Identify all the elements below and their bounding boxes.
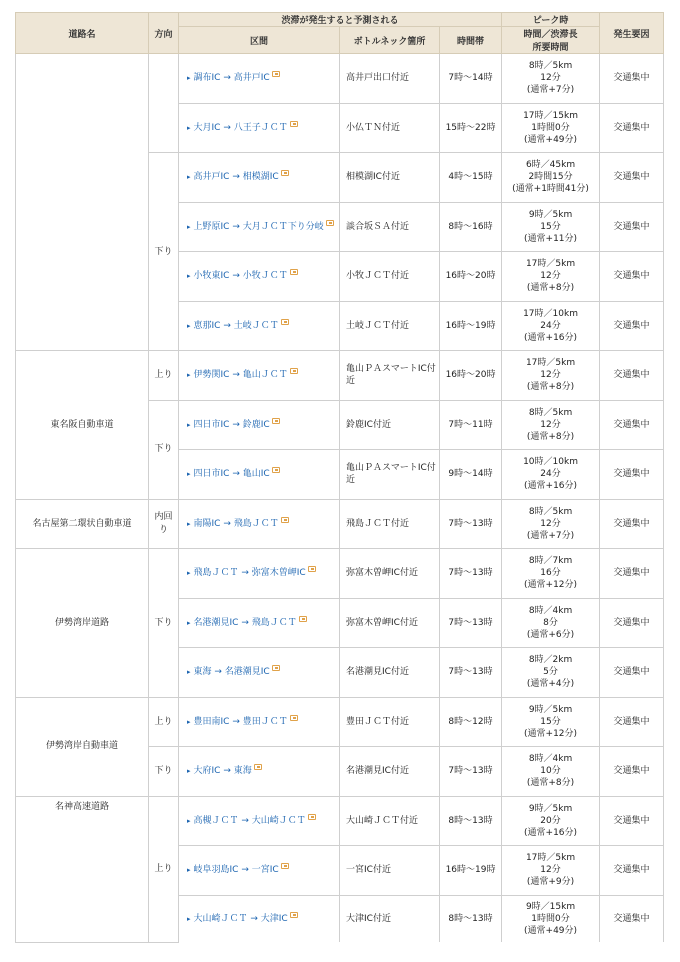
peak-line: (通常+11分) xyxy=(524,233,578,244)
cause-cell: 交通集中 xyxy=(600,598,664,648)
peak-line: 24分 xyxy=(540,320,561,331)
section-link[interactable]: 四日市IC → 亀山IC xyxy=(193,469,270,480)
section-link[interactable]: 大府IC → 東海 xyxy=(193,766,252,777)
peak-line: 10時／10km xyxy=(523,457,578,468)
peak-line: 8時／4km xyxy=(528,605,573,616)
external-window-icon[interactable] xyxy=(272,665,280,671)
time-band-cell: 7時～13時 xyxy=(440,598,502,648)
cause-cell: 交通集中 xyxy=(600,400,664,450)
peak-cell xyxy=(502,351,600,401)
peak-line: (通常+8分) xyxy=(526,431,575,442)
external-window-icon[interactable] xyxy=(308,814,316,820)
section-link[interactable]: 小牧東IC → 小牧ＪＣＴ xyxy=(193,271,288,282)
external-window-icon[interactable] xyxy=(272,418,280,424)
section-cell xyxy=(179,747,340,797)
section-cell xyxy=(179,202,340,252)
peak-line: 8時／5km xyxy=(528,407,573,418)
peak-line: 17時／5km xyxy=(525,358,576,369)
time-band-cell: 7時～11時 xyxy=(440,400,502,450)
bullet-arrow-icon: ▸ xyxy=(187,866,191,875)
peak-line: 5分 xyxy=(543,667,558,678)
time-band-cell: 8時～13時 xyxy=(440,796,502,846)
bottleneck-cell: 名港潮見IC付近 xyxy=(340,747,440,797)
time-band-cell: 9時～14時 xyxy=(440,450,502,500)
bullet-arrow-icon: ▸ xyxy=(187,618,191,627)
direction-cell: 下り xyxy=(149,153,179,351)
section-cell xyxy=(179,598,340,648)
bottleneck-cell: 一宮IC付近 xyxy=(340,846,440,896)
cause-cell: 交通集中 xyxy=(600,846,664,896)
time-band-cell: 7時～13時 xyxy=(440,549,502,599)
section-cell xyxy=(179,450,340,500)
peak-line: 8時／5km xyxy=(528,61,573,72)
external-window-icon[interactable] xyxy=(290,121,298,127)
bottleneck-cell: 大山崎ＪＣＴ付近 xyxy=(340,796,440,846)
cause-cell: 交通集中 xyxy=(600,351,664,401)
time-band-cell: 16時～20時 xyxy=(440,252,502,302)
congestion-forecast-table xyxy=(15,12,664,943)
bottleneck-cell: 飛島ＪＣＴ付近 xyxy=(340,499,440,549)
peak-line: 8時／4km xyxy=(528,754,573,765)
bottleneck-cell: 弥富木曽岬IC付近 xyxy=(340,598,440,648)
bullet-arrow-icon: ▸ xyxy=(187,914,191,923)
cause-cell: 交通集中 xyxy=(600,895,664,942)
peak-line: 12分 xyxy=(540,370,561,381)
external-window-icon[interactable] xyxy=(272,467,280,473)
bottleneck-cell: 小仏ＴＮ付近 xyxy=(340,103,440,153)
peak-cell xyxy=(502,153,600,203)
header-cause: 発生要因 xyxy=(600,13,664,54)
external-window-icon[interactable] xyxy=(281,170,289,176)
time-band-cell: 7時～13時 xyxy=(440,648,502,698)
peak-line: 10分 xyxy=(540,766,561,777)
peak-line: 8時／5km xyxy=(528,506,573,517)
section-cell xyxy=(179,351,340,401)
road-name-cell: 東名阪自動車道 xyxy=(16,351,149,500)
external-window-icon[interactable] xyxy=(326,220,334,226)
cause-cell: 交通集中 xyxy=(600,697,664,747)
peak-line: 17時／10km xyxy=(523,308,578,319)
bullet-arrow-icon: ▸ xyxy=(187,173,191,182)
peak-line: 9時／15km xyxy=(525,901,576,912)
peak-line: 6時／45km xyxy=(525,160,576,171)
peak-cell xyxy=(502,747,600,797)
road-name-cell xyxy=(16,54,149,351)
bottleneck-cell: 小牧ＪＣＴ付近 xyxy=(340,252,440,302)
peak-cell xyxy=(502,301,600,351)
section-cell xyxy=(179,549,340,599)
bottleneck-cell: 亀山ＰＡスマートIC付近 xyxy=(340,351,440,401)
section-link[interactable]: 岐阜羽島IC → 一宮IC xyxy=(193,865,279,876)
external-window-icon[interactable] xyxy=(290,269,298,275)
cause-cell: 交通集中 xyxy=(600,499,664,549)
header-bottleneck: ボトルネック箇所 xyxy=(340,27,440,54)
external-window-icon[interactable] xyxy=(254,764,262,770)
peak-cell xyxy=(502,54,600,104)
bullet-arrow-icon: ▸ xyxy=(187,470,191,479)
cause-cell: 交通集中 xyxy=(600,202,664,252)
section-link[interactable]: 伊勢関IC → 亀山ＪＣＴ xyxy=(193,370,288,381)
peak-line: 15分 xyxy=(540,716,561,727)
time-band-cell: 8時～12時 xyxy=(440,697,502,747)
bottleneck-cell: 高井戸出口付近 xyxy=(340,54,440,104)
section-link[interactable]: 恵那IC → 土岐ＪＣＴ xyxy=(193,320,279,331)
congestion-forecast-table-wrapper xyxy=(15,12,663,943)
peak-line: (通常+4分) xyxy=(526,679,575,690)
peak-cell xyxy=(502,103,600,153)
peak-cell xyxy=(502,598,600,648)
cause-cell: 交通集中 xyxy=(600,252,664,302)
direction-cell: 上り xyxy=(149,796,179,942)
external-window-icon[interactable] xyxy=(281,319,289,325)
cause-cell: 交通集中 xyxy=(600,153,664,203)
peak-cell xyxy=(502,697,600,747)
peak-line: (通常+8分) xyxy=(526,778,575,789)
header-road: 道路名 xyxy=(16,13,149,54)
external-window-icon[interactable] xyxy=(281,863,289,869)
peak-line: 9時／5km xyxy=(528,704,573,715)
section-cell xyxy=(179,499,340,549)
cause-cell: 交通集中 xyxy=(600,301,664,351)
time-band-cell: 8時～16時 xyxy=(440,202,502,252)
bullet-arrow-icon: ▸ xyxy=(187,371,191,380)
peak-line: 15分 xyxy=(540,221,561,232)
bottleneck-cell: 名港潮見IC付近 xyxy=(340,648,440,698)
peak-line: (通常+16分) xyxy=(524,332,578,343)
section-link[interactable]: 東海 → 名港潮見IC xyxy=(193,667,270,678)
bottleneck-cell: 談合坂ＳＡ付近 xyxy=(340,202,440,252)
peak-line: (通常+7分) xyxy=(526,530,575,541)
peak-line: (通常+16分) xyxy=(524,827,578,838)
section-cell xyxy=(179,796,340,846)
section-cell xyxy=(179,400,340,450)
external-window-icon[interactable] xyxy=(299,616,307,622)
time-band-cell: 4時～15時 xyxy=(440,153,502,203)
peak-line: (通常+12分) xyxy=(524,728,578,739)
section-cell xyxy=(179,252,340,302)
table-row xyxy=(16,54,664,104)
time-band-cell: 7時～14時 xyxy=(440,54,502,104)
peak-line: (通常+8分) xyxy=(526,283,575,294)
bullet-arrow-icon: ▸ xyxy=(187,569,191,578)
bullet-arrow-icon: ▸ xyxy=(187,767,191,776)
road-name-cell: 伊勢湾岸自動車道 xyxy=(16,697,149,796)
cause-cell: 交通集中 xyxy=(600,549,664,599)
peak-line: 12分 xyxy=(540,419,561,430)
external-window-icon[interactable] xyxy=(290,912,298,918)
bottleneck-cell: 亀山ＰＡスマートIC付近 xyxy=(340,450,440,500)
peak-cell xyxy=(502,549,600,599)
section-cell xyxy=(179,697,340,747)
bullet-arrow-icon: ▸ xyxy=(187,321,191,330)
peak-line: (通常+12分) xyxy=(524,580,578,591)
peak-cell xyxy=(502,450,600,500)
section-cell xyxy=(179,846,340,896)
direction-cell: 下り xyxy=(149,747,179,797)
bullet-arrow-icon: ▸ xyxy=(187,123,191,132)
bottleneck-cell: 相模湖IC付近 xyxy=(340,153,440,203)
direction-cell: 上り xyxy=(149,697,179,747)
peak-cell xyxy=(502,400,600,450)
table-row xyxy=(16,697,664,747)
table-body xyxy=(16,54,664,943)
bottleneck-cell: 弥富木曽岬IC付近 xyxy=(340,549,440,599)
peak-cell xyxy=(502,895,600,942)
peak-line: (通常+6分) xyxy=(526,629,575,640)
peak-cell xyxy=(502,846,600,896)
cause-cell: 交通集中 xyxy=(600,54,664,104)
cause-cell: 交通集中 xyxy=(600,747,664,797)
road-name-cell: 伊勢湾岸道路 xyxy=(16,549,149,698)
cause-cell: 交通集中 xyxy=(600,648,664,698)
section-cell xyxy=(179,103,340,153)
cause-cell: 交通集中 xyxy=(600,103,664,153)
peak-line: 2時間15分 xyxy=(528,172,573,183)
bottleneck-cell: 豊田ＪＣＴ付近 xyxy=(340,697,440,747)
bullet-arrow-icon: ▸ xyxy=(187,668,191,677)
bullet-arrow-icon: ▸ xyxy=(187,519,191,528)
peak-line: 1時間0分 xyxy=(531,913,570,924)
peak-line: 1時間0分 xyxy=(531,122,570,133)
peak-cell xyxy=(502,499,600,549)
table-row xyxy=(16,499,664,549)
section-link[interactable]: 四日市IC → 鈴鹿IC xyxy=(193,419,270,430)
peak-line: 12分 xyxy=(540,865,561,876)
section-link[interactable]: 高井戸IC → 相模湖IC xyxy=(193,172,279,183)
peak-line: 17時／15km xyxy=(523,110,578,121)
external-window-icon[interactable] xyxy=(281,517,289,523)
peak-line: 12分 xyxy=(540,271,561,282)
road-name-cell: 名神高速道路 xyxy=(16,796,149,942)
direction-cell xyxy=(149,54,179,153)
section-link[interactable]: 高槻ＪＣＴ → 大山崎ＪＣＴ xyxy=(193,815,306,826)
peak-line: 12分 xyxy=(540,518,561,529)
peak-line: 8分 xyxy=(543,617,558,628)
peak-cell xyxy=(502,796,600,846)
section-cell xyxy=(179,648,340,698)
road-name-cell: 名古屋第二環状自動車道 xyxy=(16,499,149,549)
direction-cell: 下り xyxy=(149,400,179,499)
section-link[interactable]: 南陽IC → 飛島ＪＣＴ xyxy=(193,518,279,529)
peak-line: 17時／5km xyxy=(525,853,576,864)
header-time-band: 時間帯 xyxy=(440,27,502,54)
section-cell xyxy=(179,895,340,942)
peak-line: (通常+8分) xyxy=(526,382,575,393)
external-window-icon[interactable] xyxy=(308,566,316,572)
bullet-arrow-icon: ▸ xyxy=(187,272,191,281)
bullet-arrow-icon: ▸ xyxy=(187,717,191,726)
section-cell xyxy=(179,301,340,351)
header-peak-detail: 時間／渋滞長 所要時間 xyxy=(502,27,600,54)
peak-cell xyxy=(502,202,600,252)
section-link[interactable]: 上野原IC → 大月ＪＣＴ下り分岐 xyxy=(193,221,324,232)
time-band-cell: 8時～13時 xyxy=(440,895,502,942)
external-window-icon[interactable] xyxy=(290,368,298,374)
peak-line: 9時／5km xyxy=(528,803,573,814)
peak-line: 17時／5km xyxy=(525,259,576,270)
bottleneck-cell: 土岐ＪＣＴ付近 xyxy=(340,301,440,351)
header-direction: 方向 xyxy=(149,13,179,54)
bullet-arrow-icon: ▸ xyxy=(187,74,191,83)
cause-cell: 交通集中 xyxy=(600,450,664,500)
peak-cell xyxy=(502,648,600,698)
peak-line: 20分 xyxy=(540,815,561,826)
peak-line: 9時／5km xyxy=(528,209,573,220)
section-link[interactable]: 大山崎ＪＣＴ → 大津IC xyxy=(193,913,288,924)
bottleneck-cell: 鈴鹿IC付近 xyxy=(340,400,440,450)
header-forecast-group: 渋滞が発生すると予測される xyxy=(179,13,502,27)
direction-cell: 内回り xyxy=(149,499,179,549)
time-band-cell: 16時～19時 xyxy=(440,301,502,351)
peak-line: (通常+9分) xyxy=(526,877,575,888)
peak-line: (通常+16分) xyxy=(524,481,578,492)
table-row xyxy=(16,549,664,599)
peak-line: 16分 xyxy=(540,568,561,579)
section-link[interactable]: 調布IC → 高井戸IC xyxy=(193,73,270,84)
peak-line: (通常+49分) xyxy=(524,134,578,145)
section-link[interactable]: 名港潮見IC → 飛島ＪＣＴ xyxy=(193,617,297,628)
peak-line: 8時／2km xyxy=(528,655,573,666)
time-band-cell: 15時～22時 xyxy=(440,103,502,153)
table-row xyxy=(16,796,664,846)
time-band-cell: 16時～19時 xyxy=(440,846,502,896)
section-link[interactable]: 豊田南IC → 豊田ＪＣＴ xyxy=(193,716,288,727)
peak-line: (通常+7分) xyxy=(526,85,575,96)
peak-line: (通常+1時間41分) xyxy=(512,184,589,195)
section-cell xyxy=(179,54,340,104)
peak-line: 8時／7km xyxy=(528,556,573,567)
section-cell xyxy=(179,153,340,203)
cause-cell: 交通集中 xyxy=(600,796,664,846)
direction-cell: 上り xyxy=(149,351,179,401)
bullet-arrow-icon: ▸ xyxy=(187,420,191,429)
peak-line: (通常+49分) xyxy=(524,925,578,936)
bottleneck-cell: 大津IC付近 xyxy=(340,895,440,942)
peak-line: 12分 xyxy=(540,73,561,84)
direction-cell: 下り xyxy=(149,549,179,698)
bullet-arrow-icon: ▸ xyxy=(187,816,191,825)
header-section: 区間 xyxy=(179,27,340,54)
section-link[interactable]: 飛島ＪＣＴ → 弥富木曽岬IC xyxy=(193,568,306,579)
table-row xyxy=(16,351,664,401)
time-band-cell: 16時～20時 xyxy=(440,351,502,401)
section-link[interactable]: 大月IC → 八王子ＪＣＴ xyxy=(193,122,288,133)
external-window-icon[interactable] xyxy=(272,71,280,77)
external-window-icon[interactable] xyxy=(290,715,298,721)
header-peak-group: ピーク時 xyxy=(502,13,600,27)
time-band-cell: 7時～13時 xyxy=(440,747,502,797)
peak-cell xyxy=(502,252,600,302)
bullet-arrow-icon: ▸ xyxy=(187,222,191,231)
time-band-cell: 7時～13時 xyxy=(440,499,502,549)
peak-line: 24分 xyxy=(540,469,561,480)
